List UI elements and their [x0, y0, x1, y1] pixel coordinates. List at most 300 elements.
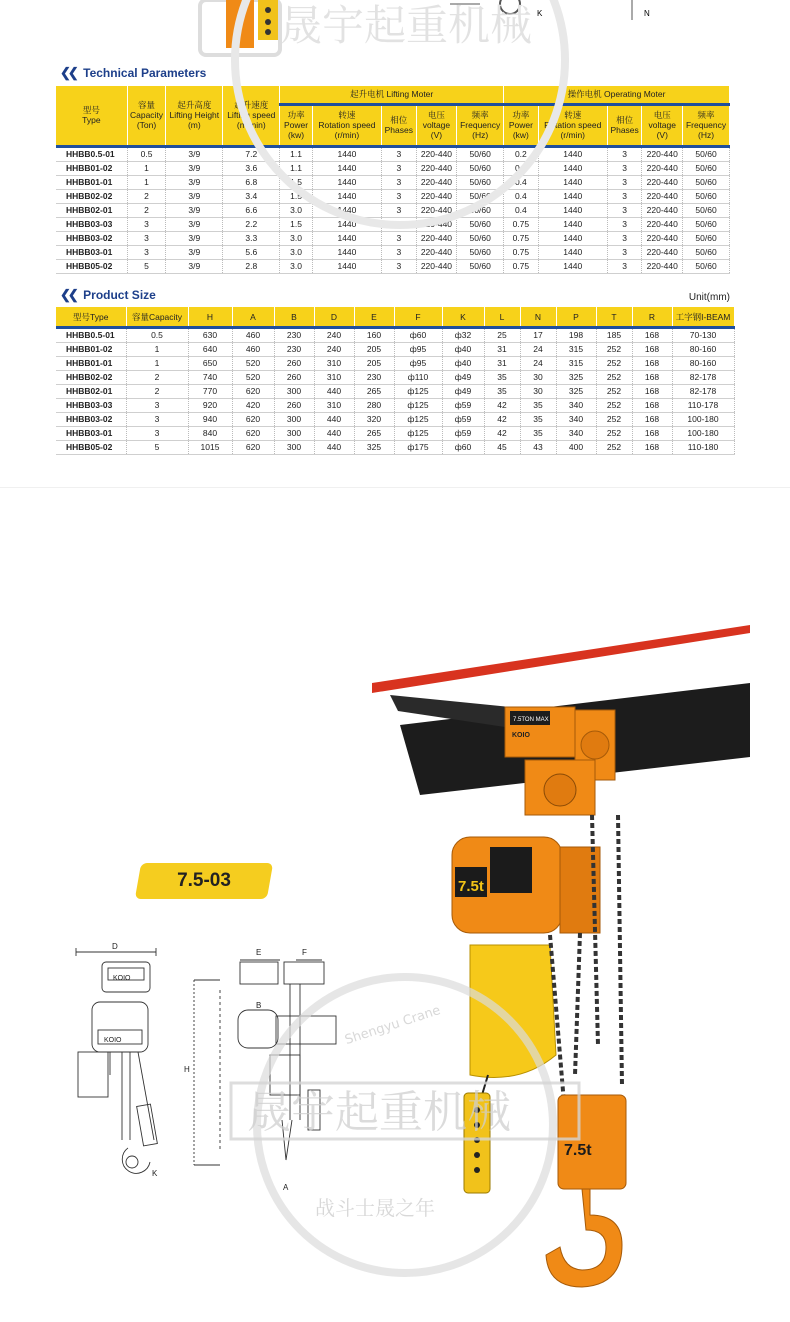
th-lifting-speed: 起升速度 Lifting speed (m/min)	[223, 86, 280, 146]
table-cell: 168	[632, 399, 672, 413]
column-header: E	[354, 307, 394, 328]
table-cell: 650	[188, 357, 232, 371]
table-cell: 300	[274, 385, 314, 399]
table-cell: 220-440	[642, 245, 683, 259]
table-cell: 100-180	[672, 427, 734, 441]
table-cell: 3	[127, 217, 166, 231]
table-cell: HHBB01-01	[56, 175, 127, 189]
table-cell: 220-440	[642, 203, 683, 217]
table-cell: ф95	[394, 357, 442, 371]
table-cell: 2.8	[223, 259, 280, 273]
table-row	[56, 385, 734, 399]
table-cell: 280	[354, 399, 394, 413]
table-row	[56, 441, 734, 455]
table-cell: 300	[274, 441, 314, 455]
table-cell: 3.0	[280, 245, 313, 259]
technical-parameters-body	[56, 146, 730, 273]
dim-a-label: A	[283, 1183, 289, 1192]
watermark-bottom-text: 晟宇起重机械	[247, 1087, 511, 1138]
table-cell: 1440	[312, 203, 381, 217]
table-cell: 1.1	[280, 146, 313, 161]
table-cell: 3/9	[166, 259, 223, 273]
th-operating-motor-group: 操作电机 Operating Moter	[504, 86, 730, 104]
drawing-koio-body: KOIO	[104, 1037, 122, 1044]
table-cell: 50/60	[683, 161, 730, 175]
table-cell: 42	[484, 413, 520, 427]
table-cell: 310	[314, 357, 354, 371]
model-badge-label: 7.5-03	[177, 870, 231, 891]
table-cell: 3	[607, 146, 642, 161]
watermark-motto: 战斗士晟之年	[315, 1196, 435, 1220]
table-cell: ф125	[394, 385, 442, 399]
table-cell: 325	[354, 441, 394, 455]
table-cell: HHBB03-03	[56, 399, 126, 413]
table-cell: 1.5	[280, 175, 313, 189]
top-k-label: K	[537, 9, 543, 18]
table-cell: 0.75	[504, 245, 539, 259]
table-cell: 300	[274, 413, 314, 427]
table-cell: 1440	[538, 175, 607, 189]
rail-beam	[372, 625, 750, 693]
table-cell: 7.2	[223, 146, 280, 161]
table-cell: HHBB02-01	[56, 203, 127, 217]
top-cropped-strip	[0, 0, 790, 60]
table-cell: 3	[126, 413, 188, 427]
table-cell: 2	[127, 189, 166, 203]
table-cell: 0.75	[504, 259, 539, 273]
table-cell: 50/60	[683, 175, 730, 189]
table-cell: 1440	[538, 217, 607, 231]
table-cell: 1015	[188, 441, 232, 455]
table-cell: HHBB03-02	[56, 231, 127, 245]
dim-f-label: F	[302, 948, 307, 957]
table-cell: 1	[127, 175, 166, 189]
table-cell: 315	[556, 343, 596, 357]
column-header: H	[188, 307, 232, 328]
product-size-header	[56, 307, 734, 328]
hoist-illustration	[360, 615, 760, 1315]
table-cell: 35	[520, 399, 556, 413]
table-cell: 1440	[312, 161, 381, 175]
table-cell: 168	[632, 357, 672, 371]
table-cell: 50/60	[683, 231, 730, 245]
th-op-frequency: 频率 Frequency (Hz)	[683, 104, 730, 146]
table-row	[56, 203, 730, 217]
table-cell: 30	[520, 385, 556, 399]
table-cell: 3/9	[166, 146, 223, 161]
table-cell: 0.4	[504, 203, 539, 217]
table-cell: 440	[314, 441, 354, 455]
table-cell: 168	[632, 385, 672, 399]
table-cell: 50/60	[457, 217, 504, 231]
table-cell: 24	[520, 357, 556, 371]
table-row	[56, 259, 730, 273]
double-chevron-icon: ❮❮	[60, 65, 76, 80]
table-cell: 3	[126, 399, 188, 413]
table-cell: 50/60	[683, 217, 730, 231]
table-cell: 630	[188, 328, 232, 343]
section-divider	[0, 487, 790, 488]
table-cell: 220-440	[416, 175, 457, 189]
double-chevron-icon: ❮❮	[60, 287, 76, 302]
table-cell: 0.75	[504, 217, 539, 231]
table-cell: 80-160	[672, 343, 734, 357]
table-cell: 252	[596, 399, 632, 413]
chain-bag	[470, 945, 556, 1078]
product-size-title	[60, 287, 156, 303]
table-cell: 340	[556, 427, 596, 441]
table-cell: 252	[596, 385, 632, 399]
table-cell: 0.4	[504, 189, 539, 203]
table-cell: 460	[232, 328, 274, 343]
table-row	[56, 231, 730, 245]
table-cell: 168	[632, 441, 672, 455]
table-cell: 1440	[538, 203, 607, 217]
table-cell: 840	[188, 427, 232, 441]
table-cell: HHBB02-02	[56, 371, 126, 385]
table-cell: 220-440	[416, 161, 457, 175]
table-cell: 3/9	[166, 189, 223, 203]
table-cell: HHBB02-01	[56, 385, 126, 399]
dim-h-label: H	[184, 1065, 190, 1074]
table-cell: 770	[188, 385, 232, 399]
table-cell: 50/60	[457, 231, 504, 245]
table-cell: 6.8	[223, 175, 280, 189]
table-cell: 1440	[312, 146, 381, 161]
th-lift-power: 功率 Power (kw)	[280, 104, 313, 146]
table-cell: 50/60	[457, 259, 504, 273]
table-cell: 185	[596, 328, 632, 343]
table-cell: 3/9	[166, 203, 223, 217]
table-cell: 110-178	[672, 399, 734, 413]
table-cell: 252	[596, 343, 632, 357]
table-cell: 260	[274, 399, 314, 413]
table-cell: 252	[596, 427, 632, 441]
technical-parameters-label: Technical Parameters	[83, 66, 207, 80]
table-cell: 50/60	[683, 146, 730, 161]
table-cell: 220-440	[642, 175, 683, 189]
table-cell: 50/60	[457, 189, 504, 203]
body-capacity-label: 7.5t	[458, 878, 484, 895]
table-cell: 1440	[312, 217, 381, 231]
table-cell: 0.5	[127, 146, 166, 161]
table-cell: HHBB02-02	[56, 189, 127, 203]
table-row	[56, 357, 734, 371]
table-cell: 168	[632, 371, 672, 385]
model-badge	[135, 863, 273, 899]
table-row	[56, 146, 730, 161]
table-cell: 82-178	[672, 385, 734, 399]
table-cell: 35	[520, 413, 556, 427]
table-cell: 220-440	[416, 203, 457, 217]
th-lift-phases: 相位 Phases	[382, 104, 417, 146]
column-header: N	[520, 307, 556, 328]
table-cell: 168	[632, 413, 672, 427]
nameplate-text: 7.5TON MAX	[513, 717, 549, 723]
table-cell: HHBB03-03	[56, 217, 127, 231]
table-cell: 168	[632, 343, 672, 357]
table-cell: 220-440	[416, 189, 457, 203]
technical-parameters-table	[56, 86, 730, 274]
th-lifting-height: 起升高度 Lifting Height (m)	[166, 86, 223, 146]
table-cell: 220-440	[642, 189, 683, 203]
column-header: T	[596, 307, 632, 328]
table-cell: 420	[232, 399, 274, 413]
th-type: 型号 Type	[56, 86, 127, 146]
table-cell: 168	[632, 427, 672, 441]
table-cell: 315	[556, 357, 596, 371]
table-row	[56, 427, 734, 441]
table-cell: 2	[126, 371, 188, 385]
table-row	[56, 217, 730, 231]
table-cell: 440	[314, 385, 354, 399]
table-cell: 520	[232, 357, 274, 371]
table-cell: 3	[607, 231, 642, 245]
table-cell: HHBB01-02	[56, 161, 127, 175]
table-cell: 3.0	[280, 203, 313, 217]
th-lifting-motor-group: 起升电机 Lifting Moter	[280, 86, 504, 104]
table-cell: 3	[382, 189, 417, 203]
table-cell: 265	[354, 427, 394, 441]
th-lift-voltage: 电压 voltage (V)	[416, 104, 457, 146]
table-cell: 35	[484, 385, 520, 399]
table-row	[56, 399, 734, 413]
table-cell: ф59	[442, 399, 484, 413]
table-cell: 230	[354, 371, 394, 385]
table-cell: ф125	[394, 427, 442, 441]
table-row	[56, 413, 734, 427]
table-cell: ф49	[442, 385, 484, 399]
table-cell: 5.6	[223, 245, 280, 259]
column-header: 工字钢I-BEAM	[672, 307, 734, 328]
table-cell: 0.2	[504, 146, 539, 161]
product-size-label: Product Size	[83, 288, 156, 302]
table-cell: 3	[382, 161, 417, 175]
table-cell: 400	[556, 441, 596, 455]
table-cell: HHBB0.5-01	[56, 328, 126, 343]
table-cell: 3	[607, 259, 642, 273]
table-cell: ф125	[394, 413, 442, 427]
table-cell: 3	[607, 175, 642, 189]
table-cell: 740	[188, 371, 232, 385]
table-row	[56, 245, 730, 259]
table-cell: 0.4	[504, 175, 539, 189]
table-cell: 50/60	[683, 259, 730, 273]
table-cell: 3.6	[223, 161, 280, 175]
table-row	[56, 343, 734, 357]
table-cell: 2	[126, 385, 188, 399]
table-cell: 1.1	[280, 161, 313, 175]
table-cell: 50/60	[683, 245, 730, 259]
table-cell: 5	[126, 441, 188, 455]
table-cell: 252	[596, 371, 632, 385]
table-cell: 35	[484, 371, 520, 385]
table-cell: 252	[596, 357, 632, 371]
table-cell: 6.6	[223, 203, 280, 217]
table-cell: 0.75	[504, 231, 539, 245]
table-cell: 220-440	[416, 259, 457, 273]
table-cell: 920	[188, 399, 232, 413]
table-cell: 3	[382, 245, 417, 259]
technical-parameters-title	[60, 65, 206, 81]
table-cell: ф110	[394, 371, 442, 385]
hook-capacity-label: 7.5t	[564, 1142, 592, 1159]
table-cell: ф95	[394, 343, 442, 357]
table-cell: 3	[607, 245, 642, 259]
table-cell: ф40	[442, 343, 484, 357]
table-cell: ф60	[442, 441, 484, 455]
table-cell: 42	[484, 399, 520, 413]
dim-k-label: K	[152, 1169, 158, 1178]
table-cell: 50/60	[457, 245, 504, 259]
table-cell: 3	[382, 175, 417, 189]
table-cell: 1.5	[280, 217, 313, 231]
table-cell: 320	[354, 413, 394, 427]
column-header: A	[232, 307, 274, 328]
table-cell: 240	[314, 343, 354, 357]
column-header: L	[484, 307, 520, 328]
table-cell: ф59	[442, 427, 484, 441]
table-cell: 168	[632, 328, 672, 343]
table-cell: 3	[382, 203, 417, 217]
table-cell: 3.0	[280, 231, 313, 245]
table-cell: 80-160	[672, 357, 734, 371]
table-cell: 3/9	[166, 245, 223, 259]
column-header: P	[556, 307, 596, 328]
th-op-phases: 相位 Phases	[607, 104, 642, 146]
th-lift-rotation: 转速 Rotation speed (r/min)	[312, 104, 381, 146]
table-cell: 1440	[538, 146, 607, 161]
th-lift-frequency: 频率 Frequency (Hz)	[457, 104, 504, 146]
table-row	[56, 328, 734, 343]
table-cell: 230	[274, 328, 314, 343]
top-n-label: N	[644, 9, 650, 18]
trolley-brand: KOIO	[512, 732, 530, 739]
table-cell: HHBB03-01	[56, 427, 126, 441]
table-cell: 1440	[312, 175, 381, 189]
table-cell: 50/60	[683, 203, 730, 217]
table-cell: 340	[556, 413, 596, 427]
table-cell: 3	[382, 259, 417, 273]
watermark-top-text: 晟宇起重机械	[280, 1, 533, 50]
table-cell: 35	[520, 427, 556, 441]
product-size-table	[56, 307, 735, 455]
table-cell: 1440	[538, 231, 607, 245]
column-header: K	[442, 307, 484, 328]
table-cell: 460	[232, 343, 274, 357]
table-cell: 110-180	[672, 441, 734, 455]
table-cell: 45	[484, 441, 520, 455]
table-cell: 1440	[538, 245, 607, 259]
table-cell: 220-440	[416, 217, 457, 231]
table-cell: 265	[354, 385, 394, 399]
table-cell: 220-440	[642, 161, 683, 175]
table-cell: 1440	[538, 259, 607, 273]
table-cell: HHBB0.5-01	[56, 146, 127, 161]
table-cell: 220-440	[642, 231, 683, 245]
table-cell: 310	[314, 371, 354, 385]
table-cell: 1.5	[280, 189, 313, 203]
table-cell: ф59	[442, 413, 484, 427]
table-cell: 520	[232, 371, 274, 385]
table-cell: 3	[607, 161, 642, 175]
table-cell: 440	[314, 413, 354, 427]
table-cell: 220-440	[642, 146, 683, 161]
table-cell: 1440	[312, 231, 381, 245]
table-cell: 1	[127, 161, 166, 175]
column-header: R	[632, 307, 672, 328]
table-cell: 205	[354, 357, 394, 371]
table-cell: 325	[556, 385, 596, 399]
table-cell: 30	[520, 371, 556, 385]
table-cell: 252	[596, 441, 632, 455]
table-cell: 3	[127, 231, 166, 245]
table-cell: 1440	[312, 189, 381, 203]
table-cell: 31	[484, 357, 520, 371]
column-header: 型号Type	[56, 307, 126, 328]
table-cell: ф32	[442, 328, 484, 343]
th-op-voltage: 电压 voltage (V)	[642, 104, 683, 146]
table-cell: 252	[596, 413, 632, 427]
table-cell: 1	[126, 357, 188, 371]
table-cell: 220-440	[416, 231, 457, 245]
product-size-body	[56, 328, 734, 455]
column-header: B	[274, 307, 314, 328]
table-cell: 300	[274, 427, 314, 441]
technical-drawing	[70, 940, 340, 1200]
table-cell: ф60	[394, 328, 442, 343]
table-cell: 2.2	[223, 217, 280, 231]
table-cell: 260	[274, 371, 314, 385]
table-cell: 1440	[312, 259, 381, 273]
table-cell: 1440	[538, 161, 607, 175]
table-cell: HHBB01-01	[56, 357, 126, 371]
table-cell: 100-180	[672, 413, 734, 427]
table-cell: 3	[127, 245, 166, 259]
table-cell: 3	[382, 231, 417, 245]
table-cell: 3/9	[166, 161, 223, 175]
th-op-power: 功率 Power (kw)	[504, 104, 539, 146]
table-cell: ф175	[394, 441, 442, 455]
table-cell: 5	[127, 259, 166, 273]
table-cell: HHBB05-02	[56, 441, 126, 455]
table-cell: 82-178	[672, 371, 734, 385]
table-cell: 1	[126, 343, 188, 357]
table-cell: 0.5	[126, 328, 188, 343]
table-cell: HHBB03-02	[56, 413, 126, 427]
table-cell: 3.4	[223, 189, 280, 203]
dim-d-label: D	[112, 942, 118, 951]
table-cell: 3	[607, 217, 642, 231]
table-cell: 3	[382, 217, 417, 231]
table-cell: 230	[274, 343, 314, 357]
table-cell: 50/60	[683, 189, 730, 203]
table-cell: 340	[556, 399, 596, 413]
table-cell: 198	[556, 328, 596, 343]
table-cell: 42	[484, 427, 520, 441]
column-header: F	[394, 307, 442, 328]
table-cell: 220-440	[416, 146, 457, 161]
table-cell: 3/9	[166, 217, 223, 231]
table-row	[56, 371, 734, 385]
watermark-english: Shengyu Crane	[343, 1003, 443, 1049]
column-header: D	[314, 307, 354, 328]
table-cell: ф49	[442, 371, 484, 385]
table-cell: 3.0	[280, 259, 313, 273]
table-cell: 3.3	[223, 231, 280, 245]
table-cell: 220-440	[642, 217, 683, 231]
table-cell: HHBB05-02	[56, 259, 127, 273]
